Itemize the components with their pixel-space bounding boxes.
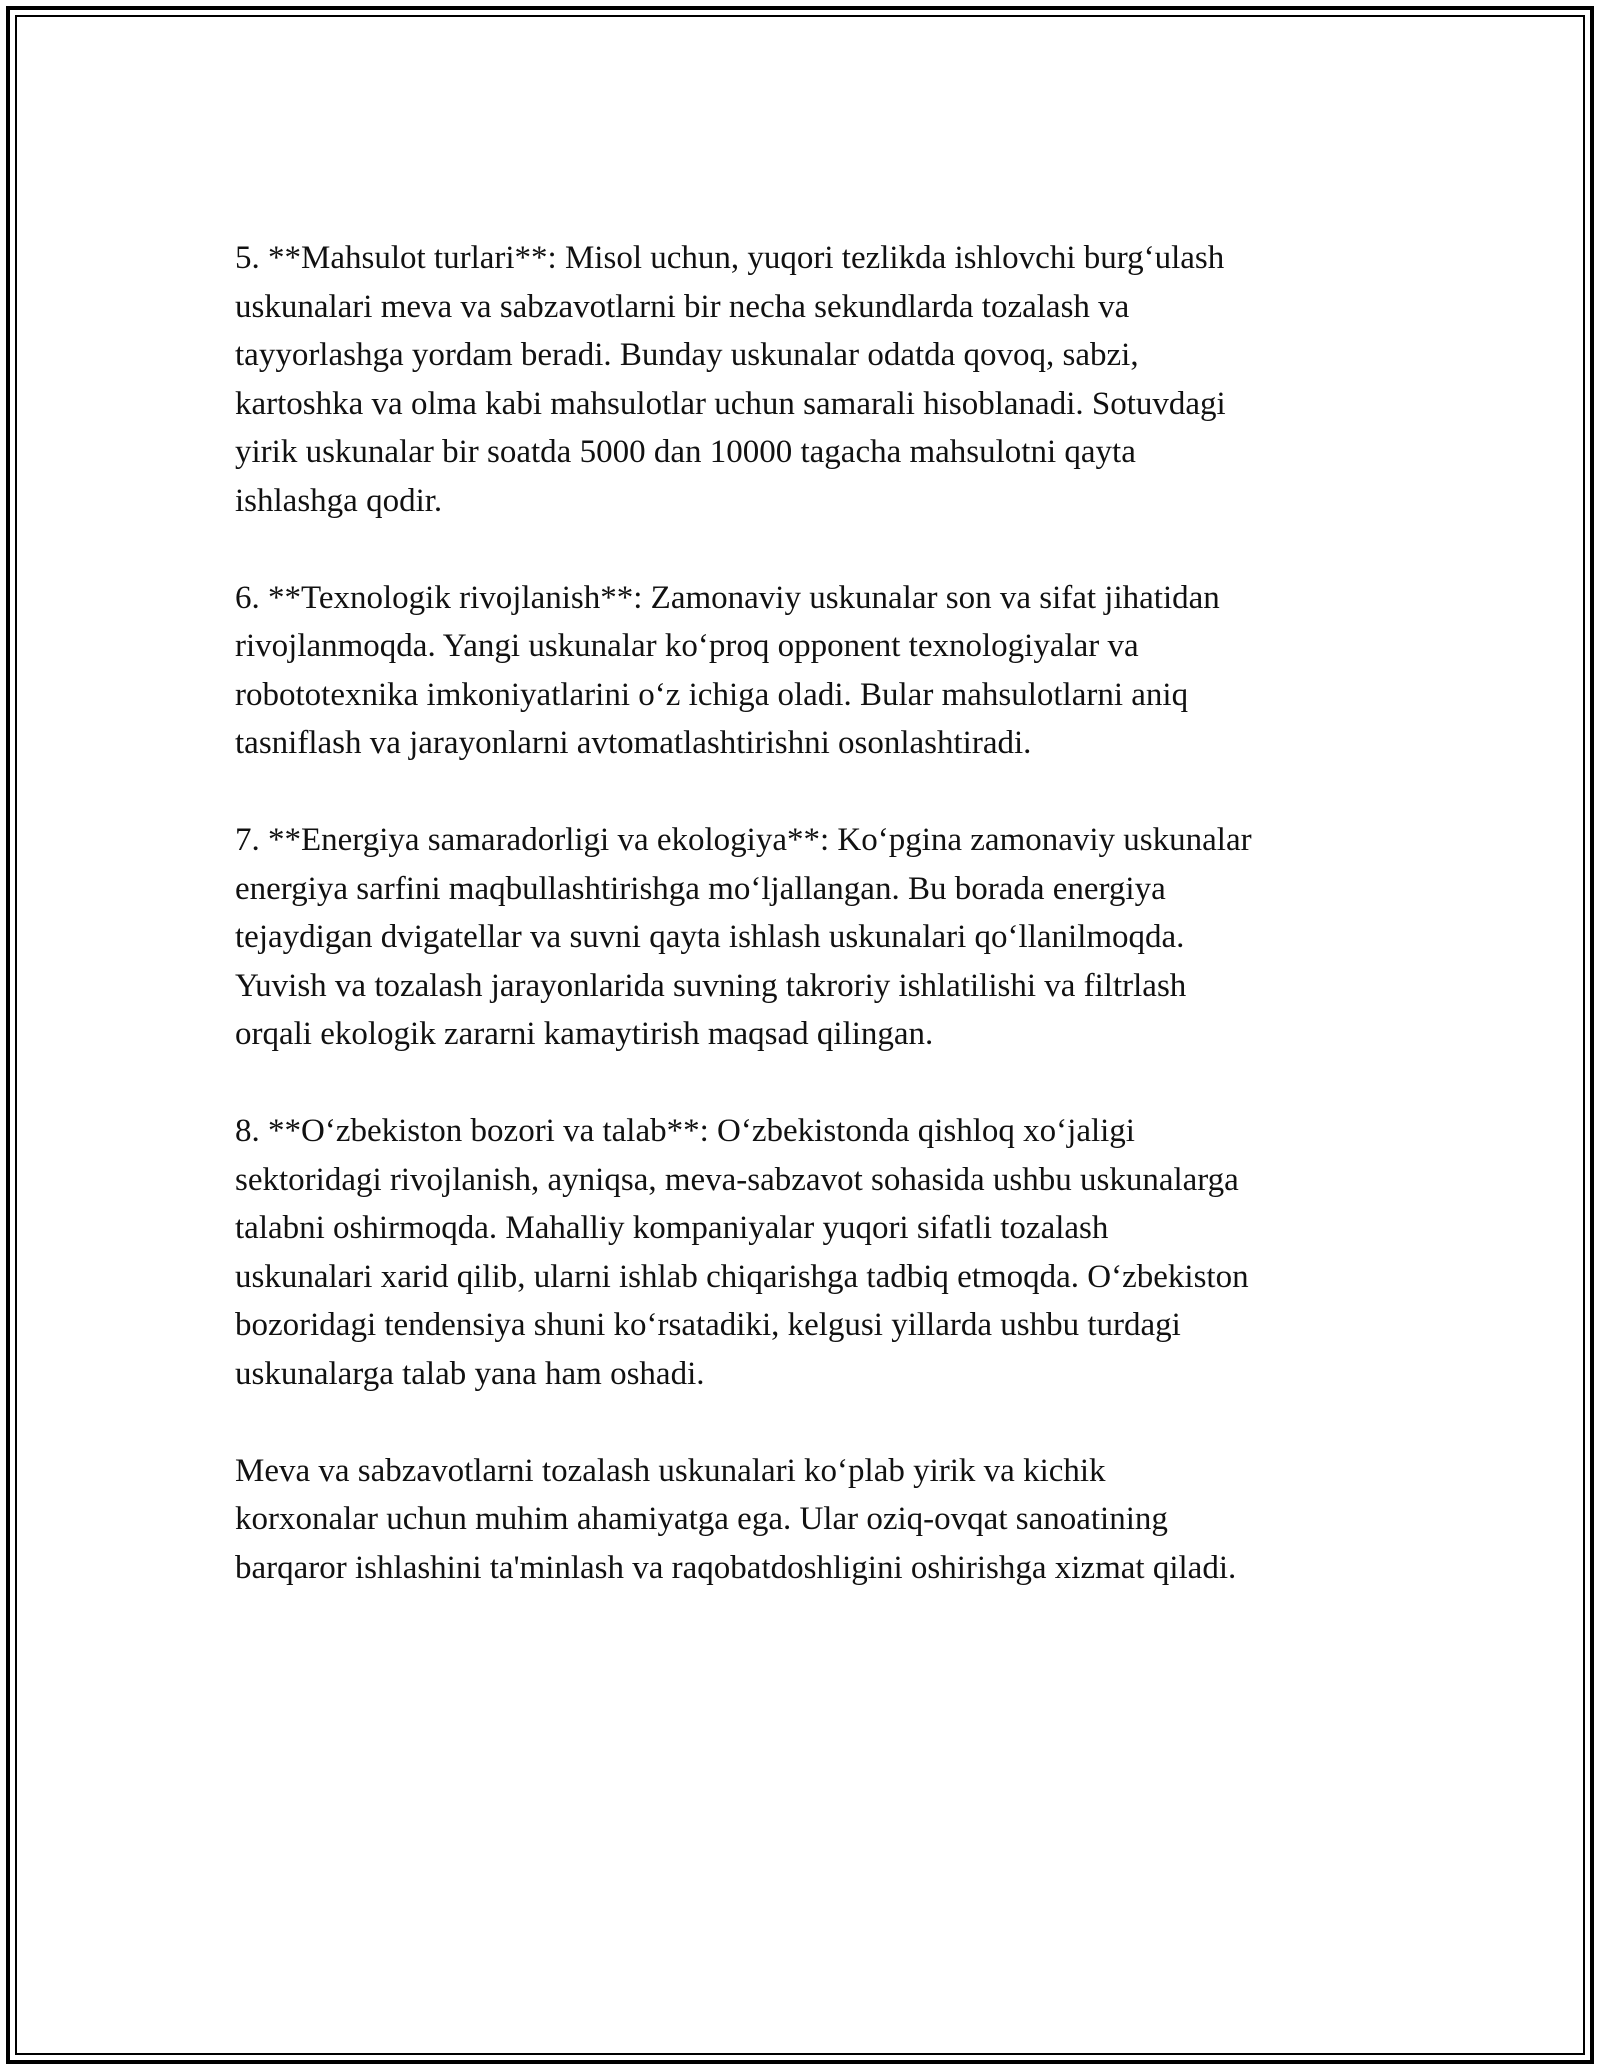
document-body bbox=[235, 234, 1395, 1641]
paragraph-technological-development: 6. **Texnologik rivojlanish**: Zamonaviy uskunalar son va sifat jihatidan rivojlanmoqda. Yangi uskunalar ko‘proq opponent texnologiyalar va robototexnika imkoniyatlarini o‘z ichiga oladi. Bular mahsulotlarni aniq tasniflash va jarayonlarni avtomatlashtirishni osonlashtiradi. bbox=[235, 579, 1220, 761]
paragraph-energy-efficiency: 7. **Energiya samaradorligi va ekologiya**: Ko‘pgina zamonaviy uskunalar energiya sarfini maqbullashtirishga mo‘ljallangan. Bu borada energiya tejaydigan dvigatellar va suvni qayta ishlash uskunalari qo‘llanilmoqda. Yuvish va tozalash jarayonlarida suvning takroriy ishlatilishi va filtrlash orqali ekologik zararni kamaytirish maqsad qilingan. bbox=[235, 822, 1252, 1052]
paragraph-uzbekistan-market: 8. **O‘zbekiston bozori va talab**: O‘zbekistonda qishloq xo‘jaligi sektoridagi rivojlanish, ayniqsa, meva-sabzavot sohasida ushbu uskunalarga talabni oshirmoqda. Mahalliy kompaniyalar yuqori sifatli tozalash uskunalari xarid qilib, ularni ishlab chiqarishga tadbiq etmoqda. O‘zbekiston bozoridagi tendensiya shuni ko‘rsatadiki, kelgusi yillarda ushbu turdagi uskunalarga talab yana ham oshadi. bbox=[235, 1113, 1249, 1392]
paragraph-product-types: 5. **Mahsulot turlari**: Misol uchun, yuqori tezlikda ishlovchi burg‘ulash uskunalari meva va sabzavotlarni bir necha sekundlarda tozalash va tayyorlashga yordam beradi. Bunday uskunalar odatda qovoq, sabzi, kartoshka va olma kabi mahsulotlar uchun samarali hisoblanadi. Sotuvdagi yirik uskunalar bir soatda 5000 dan 10000 tagacha mahsulotni qayta ishlashga qodir. bbox=[235, 240, 1226, 519]
paragraph-conclusion: Meva va sabzavotlarni tozalash uskunalari ko‘plab yirik va kichik korxonalar uchun muhim ahamiyatga ega. Ular oziq-ovqat sanoatining barqaror ishlashini ta'minlash va raqobatdoshligini oshirishga xizmat qiladi. bbox=[235, 1452, 1237, 1586]
